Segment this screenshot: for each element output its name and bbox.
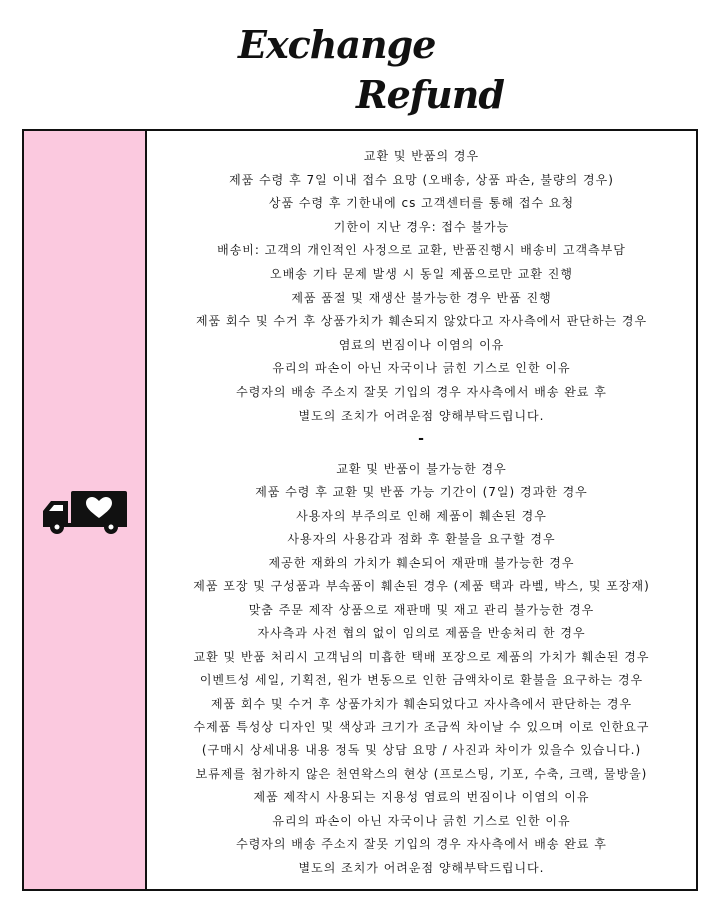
policy-line: 유리의 파손이 아닌 자국이나 긁힌 기스로 인한 이유 <box>272 813 571 828</box>
policy-line: 교환 및 반품이 불가능한 경우 <box>336 462 507 476</box>
policy-line: 기한이 지난 경우: 접수 불가능 <box>333 219 510 234</box>
section-divider: - <box>418 431 425 447</box>
title-refund: Refund <box>356 72 504 117</box>
policy-line: 이벤트성 세일, 기획전, 원가 변동으로 인한 금액차이로 환불을 요구하는 경우 <box>199 673 644 688</box>
policy-line: 배송비: 고객의 개인적인 사정으로 교환, 반품진행시 배송비 고객측부담 <box>217 243 626 258</box>
policy-line: 교환 및 반품 처리시 고객님의 미흡한 택배 포장으로 제품의 가치가 훼손된 경우 <box>193 649 650 664</box>
policy-line: 수령자의 배송 주소지 잘못 기입의 경우 자사측에서 배송 완료 후 <box>236 837 607 852</box>
policy-line: 맞춤 주문 제작 상품으로 재판매 및 재고 관리 불가능한 경우 <box>248 602 595 617</box>
policy-line: 제품 품절 및 재생산 불가능한 경우 반품 진행 <box>291 290 552 305</box>
policy-line: 제품 수령 후 교환 및 반품 가능 기간이 (7일) 경과한 경우 <box>255 485 588 500</box>
policy-line: 상품 수령 후 기한내에 cs 고객센터를 통해 접수 요청 <box>268 196 575 211</box>
policy-line: (구매시 상세내용 내용 정독 및 상담 요망 / 사진과 차이가 있을수 있습니다.) <box>201 743 642 758</box>
policy-line: 수제품 특성상 디자인 및 색상과 크기가 조금씩 차이날 수 있으며 이로 인한요구 <box>193 719 650 734</box>
policy-line: 사용자의 사용감과 점화 후 환불을 요구할 경우 <box>287 532 556 547</box>
policy-box <box>22 129 698 891</box>
policy-line: 제품 회수 및 수거 후 상품가치가 훼손되지 않았다고 자사측에서 판단하는 경우 <box>195 314 648 329</box>
policy-content <box>147 131 696 889</box>
truck-heart-icon <box>41 489 129 535</box>
policy-line: 사용자의 부주의로 인해 제품이 훼손된 경우 <box>296 508 547 523</box>
policy-line: 별도의 조치가 어려운점 양해부탁드립니다. <box>298 860 545 875</box>
policy-line: 제품 제작시 사용되는 지용성 염료의 번짐이나 이염의 이유 <box>253 790 590 805</box>
policy-line: 염료의 번짐이나 이염의 이유 <box>338 337 505 352</box>
policy-line: 보류제를 첨가하지 않은 천연왁스의 현상 (프로스팅, 기포, 수축, 크랙, 물방울) <box>195 766 648 781</box>
title-exchange: Exchange <box>238 22 436 67</box>
policy-line: 제품 회수 및 수거 후 상품가치가 훼손되었다고 자사측에서 판단하는 경우 <box>210 696 633 711</box>
policy-line: 제품 포장 및 구성품과 부속품이 훼손된 경우 (제품 택과 라벨, 박스, 및 포장재) <box>193 579 650 594</box>
policy-line: 교환 및 반품의 경우 <box>363 149 480 163</box>
pink-sidebar <box>24 131 147 889</box>
policy-line: 별도의 조치가 어려운점 양해부탁드립니다. <box>298 408 545 423</box>
policy-line: 제공한 재화의 가치가 훼손되어 재판매 불가능한 경우 <box>268 555 575 570</box>
policy-line: 유리의 파손이 아닌 자국이나 긁힌 기스로 인한 이유 <box>272 361 571 376</box>
policy-line: 제품 수령 후 7일 이내 접수 요망 (오배송, 상품 파손, 불량의 경우) <box>229 172 614 187</box>
policy-line: 자사측과 사전 협의 없이 임의로 제품을 반송처리 한 경우 <box>257 626 586 641</box>
policy-line: 수령자의 배송 주소지 잘못 기입의 경우 자사측에서 배송 완료 후 <box>236 385 607 399</box>
policy-line: 오배송 기타 문제 발생 시 동일 제품으로만 교환 진행 <box>270 267 573 281</box>
